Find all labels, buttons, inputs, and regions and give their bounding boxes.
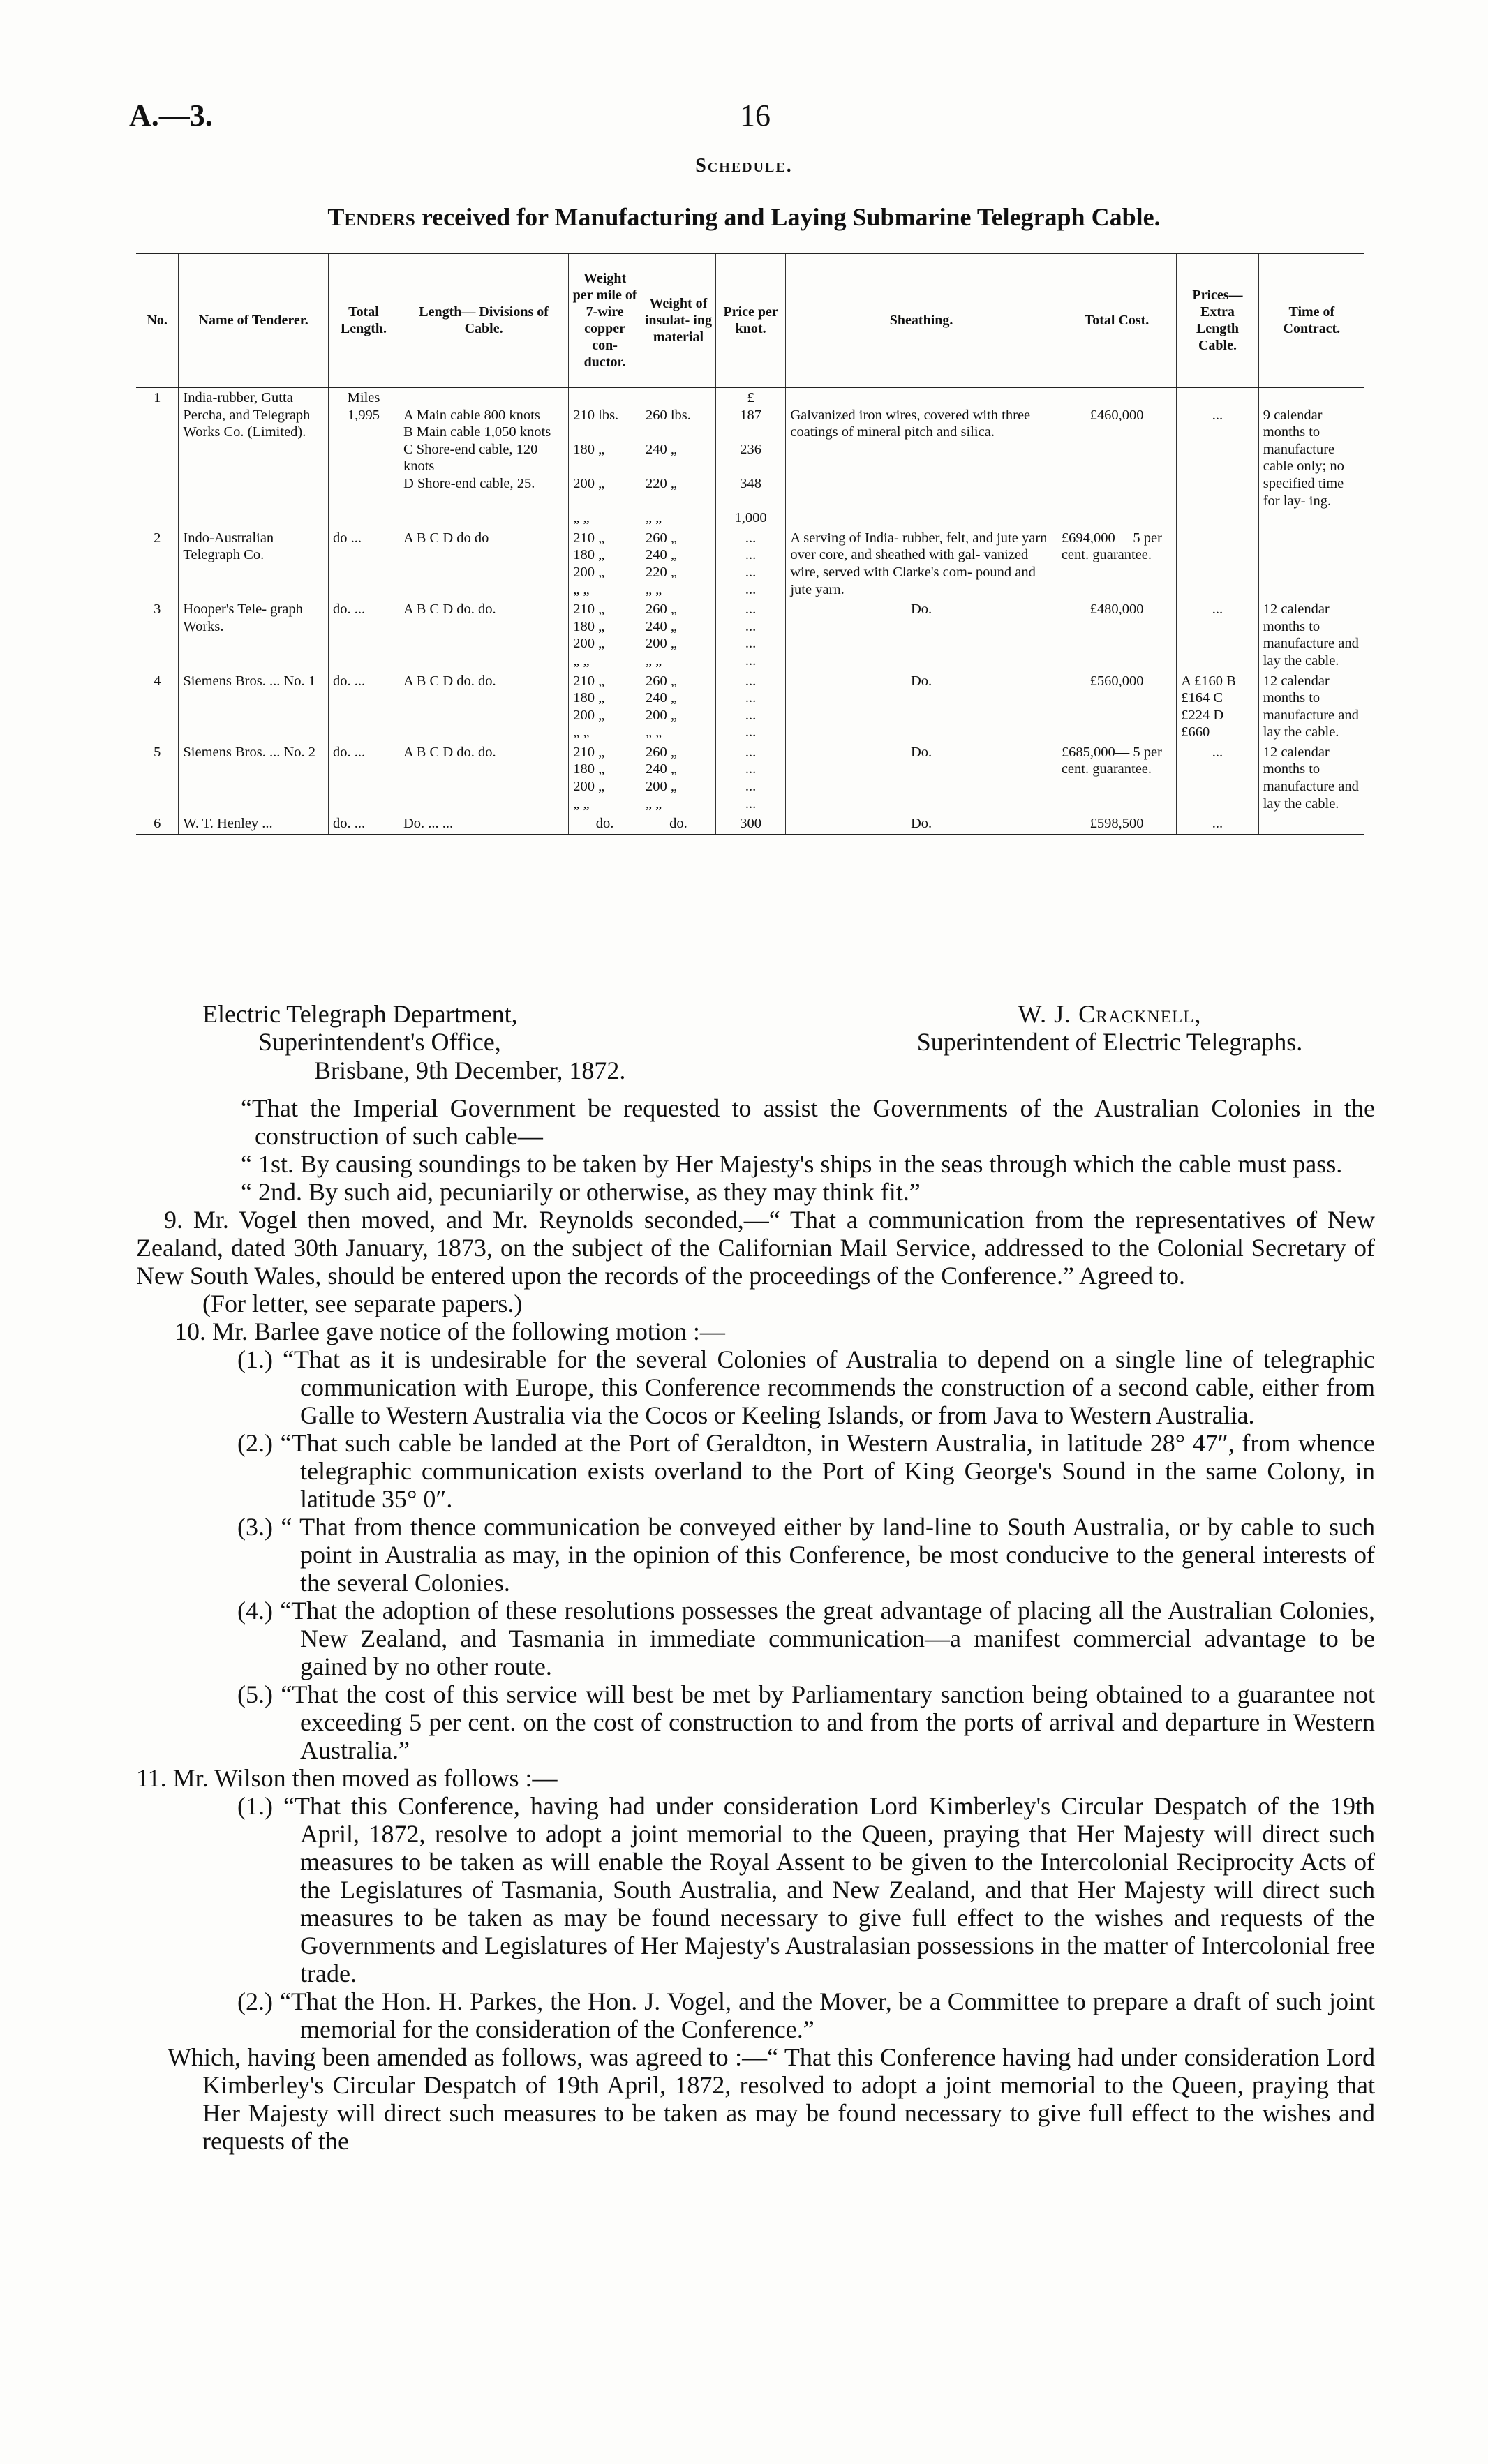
schedule-subtitle-lead: Tenders bbox=[327, 203, 415, 231]
document-reference: A.—3. bbox=[129, 98, 213, 133]
cell-total-cost: £480,000 bbox=[1057, 599, 1176, 671]
table-row bbox=[136, 599, 1364, 671]
weight-insulating-c: 200 „ bbox=[645, 707, 677, 723]
division-d: D Shore-end cable, 25. bbox=[403, 475, 535, 491]
cell-name: India-rubber, Gutta Percha, and Telegraph Works Co. (Limited). bbox=[179, 387, 329, 528]
header-length-divisions: Length— Divisions of Cable. bbox=[399, 253, 568, 387]
cell-sheathing: Do. bbox=[786, 599, 1057, 671]
weight-insulating-d: „ „ bbox=[645, 652, 662, 669]
cell-divisions bbox=[399, 387, 568, 528]
weight-copper-c: 200 „ bbox=[573, 475, 605, 491]
signature-department bbox=[202, 1000, 625, 1084]
division-a: A Main cable 800 knots bbox=[403, 407, 540, 423]
cell-total-cost: £694,000— 5 per cent. guarantee. bbox=[1057, 528, 1176, 599]
cell-divisions: A B C D do. do. bbox=[399, 742, 568, 814]
weight-insulating-d: „ „ bbox=[645, 724, 662, 740]
price-b: ... bbox=[745, 547, 757, 563]
division-c: C Shore-end cable, 120 knots bbox=[403, 441, 538, 475]
motion-10-5: (5.) “That the cost of this service will best be met by Parliamentary sanction being obtained to a guarantee not exceeding 5 per cent. on the cost of construction to and from the ports of arrival and departure in Western Australia.” bbox=[237, 1680, 1375, 1764]
schedule-title: Schedule. bbox=[695, 155, 793, 177]
weight-insulating-b: 240 „ bbox=[645, 547, 677, 563]
units-miles: Miles bbox=[347, 390, 380, 405]
division-b: B Main cable 1,050 knots bbox=[403, 424, 551, 440]
cell-prices-extra: ... bbox=[1177, 742, 1259, 814]
cell-time: 12 calendar months to manufacture and lay the cable. bbox=[1258, 671, 1364, 742]
weight-insulating-c: 200 „ bbox=[645, 779, 677, 795]
cell-total-cost bbox=[1057, 387, 1176, 528]
weight-insulating-a: 260 lbs. bbox=[645, 407, 691, 423]
cell-price bbox=[715, 742, 785, 814]
motion-11-2: (2.) “That the Hon. H. Parkes, the Hon. J. Vogel, and the Mover, be a Committee to prepare a draft of such joint memorial for the consideration of the Conference.” bbox=[237, 1987, 1375, 2043]
units-pound: £ bbox=[747, 390, 754, 405]
cell-time bbox=[1258, 814, 1364, 835]
cell-price: 300 bbox=[715, 814, 785, 835]
cell-name: Hooper's Tele- graph Works. bbox=[179, 599, 329, 671]
weight-insulating-a: 260 „ bbox=[645, 530, 677, 546]
signature-name: W. J. Cracknell, bbox=[1018, 1000, 1202, 1028]
price-c: ... bbox=[745, 707, 757, 723]
weight-insulating-a: 260 „ bbox=[645, 673, 677, 689]
weight-copper-a: 210 „ bbox=[573, 673, 605, 689]
cell-no: 6 bbox=[154, 816, 161, 832]
cell-weight-copper bbox=[569, 742, 641, 814]
paragraph-item-9: 9. Mr. Vogel then moved, and Mr. Reynolds seconded,—“ That a communication from the representatives of New Zealand, dated 30th January, 1873, on the subject of the Californian Mail Service, addressed to the Colonial Secretary of New South Wales, should be entered upon the records of the proceedings of the Conference.” Agreed to. bbox=[136, 1206, 1375, 1290]
table-row bbox=[136, 814, 1364, 835]
weight-insulating-b: 240 „ bbox=[645, 618, 677, 634]
weight-copper-d: „ „ bbox=[573, 652, 590, 669]
table-row bbox=[136, 387, 1364, 528]
motion-10-4: (4.) “That the adoption of these resolutions possesses the great advantage of placing all the Australian Colonies, New Zealand, and Tasmania in immediate communication—a manifest commercial advantage to be gained by no other route. bbox=[237, 1597, 1375, 1680]
cell-name: Siemens Bros. ... No. 1 bbox=[179, 671, 329, 742]
cell-weight-insulating bbox=[641, 599, 715, 671]
weight-copper-b: 180 „ bbox=[573, 690, 605, 706]
weight-insulating-c: 220 „ bbox=[645, 475, 677, 491]
price-d: ... bbox=[745, 796, 757, 812]
weight-copper-c: 200 „ bbox=[573, 707, 605, 723]
weight-copper-c: 200 „ bbox=[573, 636, 605, 652]
cell-divisions: A B C D do do bbox=[399, 528, 568, 599]
page-number: 16 bbox=[740, 98, 771, 133]
weight-insulating-d: „ „ bbox=[645, 581, 662, 597]
price-a: ... bbox=[745, 744, 757, 760]
header-total-length: Total Length. bbox=[329, 253, 399, 387]
cell-weight-insulating bbox=[641, 387, 715, 528]
weight-copper-c: 200 „ bbox=[573, 564, 605, 580]
signature-left-line2: Superintendent's Office, bbox=[258, 1028, 501, 1056]
header-weight-insulating: Weight of insulat- ing material bbox=[641, 253, 715, 387]
price-c: 348 bbox=[740, 475, 761, 491]
price-b: ... bbox=[745, 618, 757, 634]
weight-insulating-b: 240 „ bbox=[645, 761, 677, 777]
weight-copper-d: „ „ bbox=[573, 724, 590, 740]
header-total-cost: Total Cost. bbox=[1057, 253, 1176, 387]
cell-weight-copper bbox=[569, 387, 641, 528]
paragraph-item-10: 10. Mr. Barlee gave notice of the following motion :— bbox=[174, 1317, 725, 1345]
cell-total-length bbox=[329, 387, 399, 528]
cell-weight-copper bbox=[569, 599, 641, 671]
weight-copper-a: 210 „ bbox=[573, 744, 605, 760]
weight-insulating-c: 220 „ bbox=[645, 564, 677, 580]
price-a: ... bbox=[745, 602, 757, 618]
cell-sheathing: A serving of India- rubber, felt, and jute yarn over core, and sheathed with gal- vanized wire, served with Clarke's com- pound and jute yarn. bbox=[786, 528, 1057, 599]
price-b: ... bbox=[745, 761, 757, 777]
cell-weight-insulating bbox=[641, 742, 715, 814]
cell-total-cost: £685,000— 5 per cent. guarantee. bbox=[1057, 742, 1176, 814]
header-weight-copper: Weight per mile of 7-wire copper con- ductor. bbox=[569, 253, 641, 387]
cell-total-length: do. ... bbox=[329, 814, 399, 835]
cell-no: 2 bbox=[154, 530, 161, 546]
price-c: ... bbox=[745, 564, 757, 580]
cell-divisions: A B C D do. do. bbox=[399, 599, 568, 671]
weight-copper-b: 180 „ bbox=[573, 618, 605, 634]
header-price: Price per knot. bbox=[715, 253, 785, 387]
weight-insulating-a: 260 „ bbox=[645, 602, 677, 618]
motion-11-1: (1.) “That this Conference, having had under consideration Lord Kimberley's Circular Despatch of the 19th April, 1872, resolve to adopt a joint memorial to the Queen, praying that Her Majesty will direct such measures to be taken as will enable the Royal Assent to be given to the Intercolonial Reciprocity Acts of the Legislatures of Tasmania, South Australia, and New Zealand, and that Her Majesty will direct such measures to be taken as may be found necessary to give full effect to the wishes and requests of the Governments and Legislatures of Her Majesty's Australasian possessions in the matter of Intercolonial free trade. bbox=[237, 1792, 1375, 1987]
table-row bbox=[136, 742, 1364, 814]
header-sheathing: Sheathing. bbox=[786, 253, 1057, 387]
prices-extra-value: ... bbox=[1212, 407, 1223, 423]
cell-price bbox=[715, 599, 785, 671]
cell-no: 1 bbox=[154, 390, 161, 405]
price-d: ... bbox=[745, 724, 757, 740]
weight-insulating-b: 240 „ bbox=[645, 690, 677, 706]
time-value: 9 calendar months to manufacture cable only; no specified time for lay- ing. bbox=[1263, 407, 1344, 509]
cell-total-length: do. ... bbox=[329, 742, 399, 814]
cell-total-length: do. ... bbox=[329, 599, 399, 671]
paragraph-letter-note: (For letter, see separate papers.) bbox=[202, 1290, 523, 1317]
signature-left-line3: Brisbane, 9th December, 1872. bbox=[314, 1056, 626, 1084]
total-length-value: 1,995 bbox=[347, 407, 380, 423]
cell-sheathing: Do. bbox=[786, 742, 1057, 814]
weight-insulating-d: „ „ bbox=[645, 796, 662, 812]
motion-10-3: (3.) “ That from thence communication be conveyed either by land-line to South Australia, or by cable to such point in Australia as may, in the opinion of this Conference, be most conducive to the general interests of the several Colonies. bbox=[237, 1513, 1375, 1597]
signature-title: Superintendent of Electric Telegraphs. bbox=[916, 1028, 1303, 1056]
header-time: Time of Contract. bbox=[1258, 253, 1364, 387]
signature-superintendent bbox=[845, 1000, 1375, 1056]
price-c: ... bbox=[745, 636, 757, 652]
price-d: 1,000 bbox=[734, 510, 767, 526]
schedule-subtitle bbox=[0, 202, 1488, 232]
price-a: ... bbox=[745, 530, 757, 546]
table-row bbox=[136, 671, 1364, 742]
tenders-table bbox=[136, 253, 1364, 835]
weight-insulating-b: 240 „ bbox=[645, 441, 677, 457]
price-a: ... bbox=[745, 673, 757, 689]
weight-copper-a: 210 lbs. bbox=[573, 407, 619, 423]
weight-copper-a: 210 „ bbox=[573, 602, 605, 618]
price-b: 236 bbox=[740, 441, 761, 457]
cell-price bbox=[715, 387, 785, 528]
sheathing-text: Galvanized iron wires, covered with three coatings of mineral pitch and silica. bbox=[790, 407, 1031, 440]
signature-left-line1: Electric Telegraph Department, bbox=[202, 1000, 518, 1028]
cell-divisions: Do. ... ... bbox=[399, 814, 568, 835]
schedule-subtitle-rest: received for Manufacturing and Laying Submarine Telegraph Cable. bbox=[415, 203, 1161, 231]
weight-copper-a: 210 „ bbox=[573, 530, 605, 546]
paragraph-second: “ 2nd. By such aid, pecuniarily or otherwise, as they may think fit.” bbox=[241, 1178, 921, 1206]
body-text bbox=[136, 1094, 1375, 2155]
paragraph-amended: Which, having been amended as follows, was agreed to :—“ That this Conference having had under consideration Lord Kimberley's Circular Despatch of 19th April, 1872, resolved to adopt a joint memorial to the Queen, praying that Her Majesty will direct such measures to be taken as may be found necessary to give full effect to the wishes and requests of the bbox=[168, 2043, 1375, 2155]
cell-prices-extra bbox=[1177, 528, 1259, 599]
cell-no: 5 bbox=[154, 744, 161, 760]
weight-insulating-c: 200 „ bbox=[645, 636, 677, 652]
price-d: ... bbox=[745, 581, 757, 597]
paragraph-resolution: “That the Imperial Government be requested to assist the Governments of the Australian Colonies in the construction of such cable— bbox=[241, 1094, 1375, 1150]
cell-no: 4 bbox=[154, 673, 161, 689]
cell-time bbox=[1258, 528, 1364, 599]
weight-copper-c: 200 „ bbox=[573, 779, 605, 795]
cell-weight-copper bbox=[569, 528, 641, 599]
cell-name: Indo-Australian Telegraph Co. bbox=[179, 528, 329, 599]
weight-copper-b: 180 „ bbox=[573, 761, 605, 777]
cell-prices-extra bbox=[1177, 387, 1259, 528]
paragraph-item-11: 11. Mr. Wilson then moved as follows :— bbox=[136, 1764, 558, 1792]
cell-price bbox=[715, 671, 785, 742]
motion-10-2: (2.) “That such cable be landed at the Port of Geraldton, in Western Australia, in latitude 28° 47″, from whence telegraphic communication exists overland to the Port of King George's Sound in the same Colony, in latitude 35° 0″. bbox=[237, 1429, 1375, 1513]
cell-sheathing bbox=[786, 387, 1057, 528]
cell-prices-extra: ... bbox=[1177, 599, 1259, 671]
weight-insulating-a: 260 „ bbox=[645, 744, 677, 760]
price-d: ... bbox=[745, 652, 757, 669]
cell-weight-copper bbox=[569, 671, 641, 742]
cell-prices-extra: A £160 B £164 C £224 D £660 bbox=[1177, 671, 1259, 742]
cell-total-cost: £598,500 bbox=[1057, 814, 1176, 835]
cell-weight-copper: do. bbox=[569, 814, 641, 835]
price-b: ... bbox=[745, 690, 757, 706]
weight-copper-d: „ „ bbox=[573, 581, 590, 597]
cell-no: 3 bbox=[154, 602, 161, 618]
weight-copper-b: 180 „ bbox=[573, 441, 605, 457]
cell-price bbox=[715, 528, 785, 599]
paragraph-first: “ 1st. By causing soundings to be taken by Her Majesty's ships in the seas through which the cable must pass. bbox=[241, 1150, 1343, 1178]
price-a: 187 bbox=[740, 407, 761, 423]
cell-divisions: A B C D do. do. bbox=[399, 671, 568, 742]
cell-total-cost: £560,000 bbox=[1057, 671, 1176, 742]
header-no: No. bbox=[136, 253, 179, 387]
cell-time: 12 calendar months to manufacture and lay the cable. bbox=[1258, 599, 1364, 671]
cell-total-length: do ... bbox=[329, 528, 399, 599]
total-cost-value: £460,000 bbox=[1089, 407, 1144, 423]
cell-sheathing: Do. bbox=[786, 814, 1057, 835]
header-name: Name of Tenderer. bbox=[179, 253, 329, 387]
cell-prices-extra: ... bbox=[1177, 814, 1259, 835]
weight-copper-d: „ „ bbox=[573, 796, 590, 812]
header-prices-extra: Prices— Extra Length Cable. bbox=[1177, 253, 1259, 387]
motion-10-1: (1.) “That as it is undesirable for the several Colonies of Australia to depend on a single line of telegraphic communication with Europe, this Conference recommends the construction of a second cable, either from Galle to Western Australia via the Cocos or Keeling Islands, or from Java to Western Australia. bbox=[237, 1345, 1375, 1429]
weight-copper-d: „ „ bbox=[573, 510, 590, 526]
cell-name: W. T. Henley ... bbox=[179, 814, 329, 835]
cell-sheathing: Do. bbox=[786, 671, 1057, 742]
price-c: ... bbox=[745, 779, 757, 795]
cell-name: Siemens Bros. ... No. 2 bbox=[179, 742, 329, 814]
table-row bbox=[136, 528, 1364, 599]
table-header-row bbox=[136, 253, 1364, 387]
cell-time: 12 calendar months to manufacture and lay the cable. bbox=[1258, 742, 1364, 814]
weight-copper-b: 180 „ bbox=[573, 547, 605, 563]
cell-weight-insulating bbox=[641, 528, 715, 599]
cell-weight-insulating bbox=[641, 671, 715, 742]
weight-insulating-d: „ „ bbox=[645, 510, 662, 526]
cell-time bbox=[1258, 387, 1364, 528]
cell-weight-insulating: do. bbox=[641, 814, 715, 835]
cell-total-length: do. ... bbox=[329, 671, 399, 742]
